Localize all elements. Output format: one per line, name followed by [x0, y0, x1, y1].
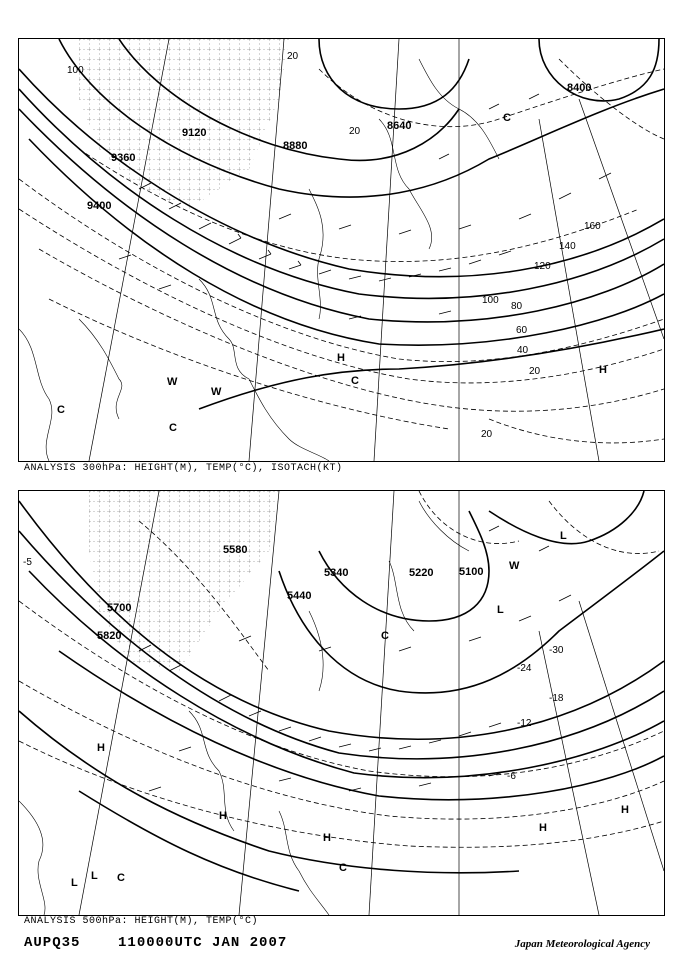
- isotach-label: 140: [559, 241, 576, 252]
- isotach-label: 40: [517, 345, 529, 356]
- isotach-label: 20: [529, 366, 541, 377]
- height-label: 5440: [287, 590, 312, 602]
- pressure-center: H: [219, 810, 227, 822]
- caption-300hpa: ANALYSIS 300hPa: HEIGHT(M), TEMP(°C), ISOTACH(KT): [24, 463, 343, 474]
- pressure-center: H: [599, 364, 607, 376]
- temp-label: -24: [517, 663, 532, 674]
- pressure-center: W: [211, 386, 222, 398]
- temp-label: -12: [517, 718, 532, 729]
- pressure-center: H: [621, 804, 629, 816]
- pressure-center: H: [97, 742, 105, 754]
- valid-time: 110000UTC JAN 2007: [118, 935, 288, 951]
- pressure-center: C: [117, 872, 125, 884]
- isotach-label: 160: [584, 221, 601, 232]
- height-label: 9120: [182, 127, 207, 139]
- map-panel-300hpa: [18, 38, 665, 462]
- pressure-center: C: [169, 422, 177, 434]
- height-label: 5100: [459, 566, 484, 578]
- height-label: 8400: [567, 82, 592, 94]
- height-label: 5700: [107, 602, 132, 614]
- isotach-label: 60: [516, 325, 528, 336]
- temp-label: -18: [549, 693, 564, 704]
- pressure-center: L: [497, 604, 504, 616]
- pressure-center: C: [503, 112, 511, 124]
- chart-id-and-time: [24, 935, 287, 951]
- caption-500hpa: ANALYSIS 500hPa: HEIGHT(M), TEMP(°C): [24, 916, 259, 927]
- temp-label: -6: [507, 771, 516, 782]
- agency-label: Japan Meteorological Agency: [514, 938, 650, 950]
- pressure-center: L: [91, 870, 98, 882]
- height-label: 5820: [97, 630, 122, 642]
- height-label: 5580: [223, 544, 248, 556]
- pressure-center: C: [57, 404, 65, 416]
- isotach-label: 20: [287, 51, 299, 62]
- temp-label: -5: [23, 557, 32, 568]
- pressure-center: C: [339, 862, 347, 874]
- pressure-center: L: [560, 530, 567, 542]
- map-300hpa: [19, 39, 664, 461]
- isotach-label: 20: [481, 429, 493, 440]
- pressure-center: C: [381, 630, 389, 642]
- pressure-center: C: [351, 375, 359, 387]
- pressure-center: W: [509, 560, 520, 572]
- map-panel-500hpa: [18, 490, 665, 916]
- height-label: 9400: [87, 200, 112, 212]
- pressure-center: W: [167, 376, 178, 388]
- height-label: 5340: [324, 567, 349, 579]
- isotach-label: 100: [482, 295, 499, 306]
- height-label: 9360: [111, 152, 136, 164]
- isotach-label: 120: [534, 261, 551, 272]
- isotach-label: 80: [511, 301, 523, 312]
- height-label: 8640: [387, 120, 412, 132]
- pressure-center: H: [323, 832, 331, 844]
- height-label: 8880: [283, 140, 308, 152]
- map-500hpa: [19, 491, 664, 915]
- pressure-center: H: [337, 352, 345, 364]
- chart-id: AUPQ35: [24, 935, 81, 951]
- pressure-center: H: [539, 822, 547, 834]
- hatched-area: [89, 491, 279, 671]
- hatched-area: [79, 39, 289, 209]
- isotach-label: 20: [349, 126, 361, 137]
- pressure-center: L: [71, 877, 78, 889]
- temp-label: -30: [549, 645, 564, 656]
- height-label: 5220: [409, 567, 434, 579]
- height-label: 100: [67, 65, 84, 76]
